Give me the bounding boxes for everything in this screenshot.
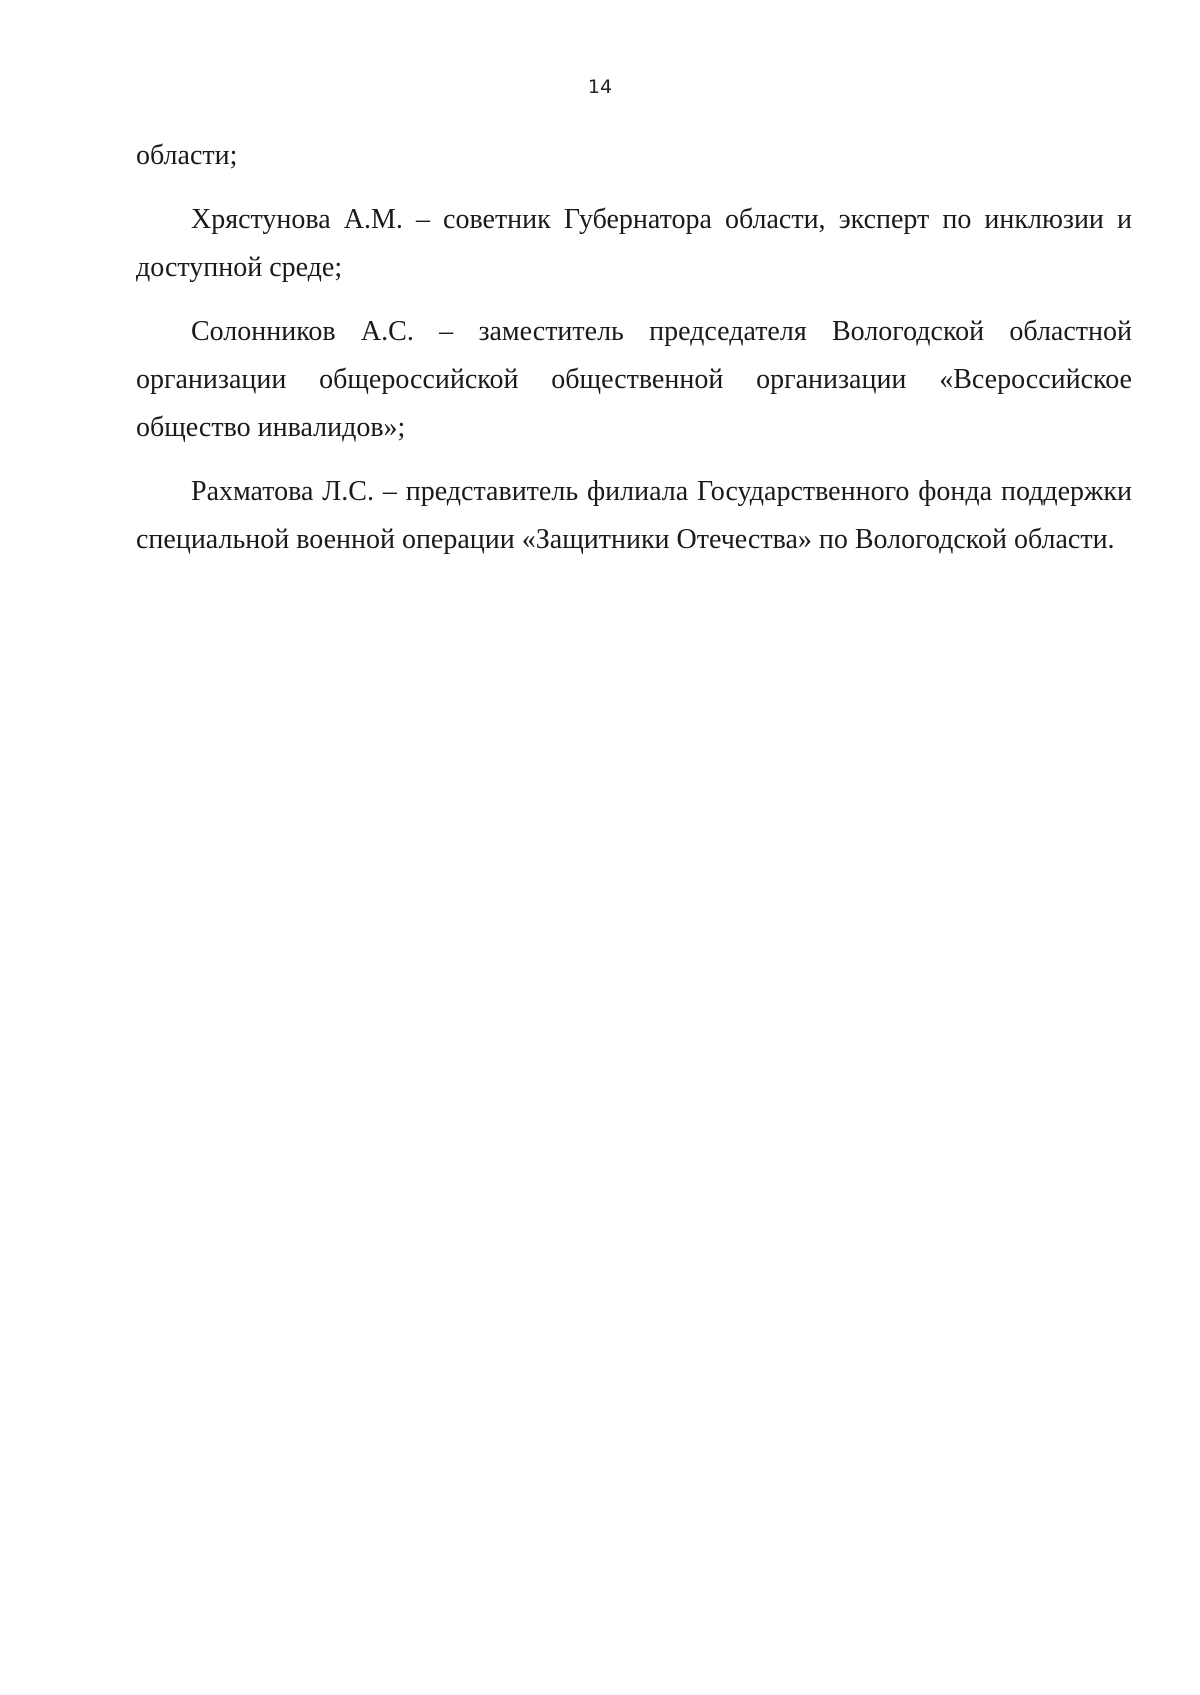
paragraph-member-rakhmatova: Рахматова Л.С. – представитель филиала Государственного фонда поддержки специальной военной операции «Защитники Отечества» по Вологодской области. [136, 476, 1132, 555]
paragraph-continuation: области; [136, 140, 238, 171]
paragraph-member-solonnikov: Солонников А.С. – заместитель председателя Вологодской областной организации общероссийской общественной организации «Всероссийское общество инвалидов»; [136, 316, 1132, 443]
page-number: 14 [587, 76, 613, 98]
document-body [136, 132, 1132, 580]
paragraph-member-khryastunova: Хрястунова А.М. – советник Губернатора области, эксперт по инклюзии и доступной среде; [136, 204, 1132, 283]
